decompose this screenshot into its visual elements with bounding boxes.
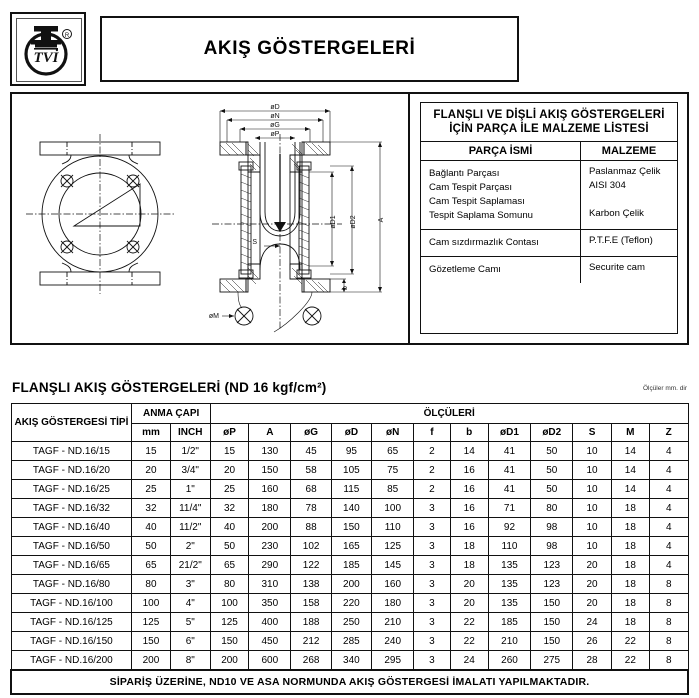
cell-øN: 110 xyxy=(372,518,414,537)
cell-f: 2 xyxy=(414,461,450,480)
cell-type: TAGF - ND.16/25 xyxy=(11,480,132,499)
cell-Z: 4 xyxy=(649,518,688,537)
cell-S: 10 xyxy=(573,442,611,461)
cell-S: 20 xyxy=(573,575,611,594)
cell-type: TAGF - ND.16/20 xyxy=(11,461,132,480)
tvi-logo-icon xyxy=(12,14,84,84)
col-header-A: A xyxy=(249,424,291,442)
cell-øD1: 260 xyxy=(488,651,530,671)
cell-A: 290 xyxy=(249,556,291,575)
cell-b: 18 xyxy=(450,537,488,556)
hatch-top-left xyxy=(220,143,260,170)
cell-M: 18 xyxy=(611,613,649,632)
cell-øG: 88 xyxy=(291,518,331,537)
cell-øG: 212 xyxy=(291,632,331,651)
cell-øG: 188 xyxy=(291,613,331,632)
col-header-b: b xyxy=(450,424,488,442)
cell-mm: 50 xyxy=(132,537,170,556)
right-dimension-lines xyxy=(264,142,382,292)
cell-øN: 65 xyxy=(372,442,414,461)
cell-b: 16 xyxy=(450,518,488,537)
cell-øD2: 98 xyxy=(531,537,573,556)
bolt-detail-bottom xyxy=(222,292,321,332)
cell-øD: 165 xyxy=(331,537,371,556)
cell-øD: 185 xyxy=(331,556,371,575)
cell-øD1: 92 xyxy=(488,518,530,537)
dim-label-oN: øN xyxy=(270,113,280,120)
cell-øD1: 135 xyxy=(488,575,530,594)
page-title: AKIŞ GÖSTERGELERİ xyxy=(203,38,416,59)
cell-øD1: 210 xyxy=(488,632,530,651)
cell-f: 3 xyxy=(414,575,450,594)
cell-Z: 8 xyxy=(649,613,688,632)
dim-label-oD: øD xyxy=(270,104,280,111)
cell-mm: 125 xyxy=(132,613,170,632)
col-header-oG: øG xyxy=(291,424,331,442)
cell-type: TAGF - ND.16/125 xyxy=(11,613,132,632)
cell-f: 3 xyxy=(414,651,450,671)
cell-INCH: 3/4" xyxy=(170,461,210,480)
cell-øD1: 185 xyxy=(488,613,530,632)
cell-øP: 15 xyxy=(210,442,248,461)
cell-Z: 8 xyxy=(649,575,688,594)
technical-drawing xyxy=(12,94,407,343)
table-row xyxy=(11,613,688,632)
cell-M: 18 xyxy=(611,594,649,613)
cell-øD: 340 xyxy=(331,651,371,671)
cell-type: TAGF - ND.16/100 xyxy=(11,594,132,613)
cell-øP: 20 xyxy=(210,461,248,480)
cell-øP: 125 xyxy=(210,613,248,632)
material-part-text: Cam Tespit Parçası xyxy=(429,182,512,193)
cell-øG: 102 xyxy=(291,537,331,556)
cell-øD1: 41 xyxy=(488,442,530,461)
cell-f: 3 xyxy=(414,499,450,518)
material-part-cell xyxy=(421,230,581,256)
spec-table-head xyxy=(11,404,688,442)
material-material-spacer xyxy=(589,193,677,207)
material-part-text: Bağlantı Parçası xyxy=(429,168,500,179)
cell-S: 10 xyxy=(573,537,611,556)
material-part-cell xyxy=(421,161,581,229)
company-logo xyxy=(10,12,86,86)
cell-øD: 285 xyxy=(331,632,371,651)
cell-øD1: 135 xyxy=(488,556,530,575)
cell-f: 3 xyxy=(414,537,450,556)
dim-label-oD1: øD1 xyxy=(330,215,337,229)
cell-A: 160 xyxy=(249,480,291,499)
cell-øD: 105 xyxy=(331,461,371,480)
panel-divider xyxy=(408,94,410,343)
material-part-text: Cam Tespit Saplaması xyxy=(429,196,525,207)
cell-b: 16 xyxy=(450,461,488,480)
table-row xyxy=(11,499,688,518)
cell-øN: 295 xyxy=(372,651,414,671)
cell-øP: 200 xyxy=(210,651,248,671)
cell-type: TAGF - ND.16/32 xyxy=(11,499,132,518)
cell-f: 3 xyxy=(414,613,450,632)
cell-øD2: 123 xyxy=(531,575,573,594)
material-material-text: AISI 304 xyxy=(589,180,626,191)
dim-label-S: S xyxy=(252,239,257,246)
cell-mm: 25 xyxy=(132,480,170,499)
material-list-title: FLANŞLI VE DİŞLİ AKIŞ GÖSTERGELERİ İÇİN PARÇA İLE MALZEME LİSTESİ xyxy=(421,103,677,142)
cell-øD: 200 xyxy=(331,575,371,594)
spec-table-title: FLANŞLI AKIŞ GÖSTERGELERİ (ND 16 kgf/cm²) xyxy=(12,380,327,395)
cell-mm: 150 xyxy=(132,632,170,651)
spec-table-group-header-row xyxy=(11,404,688,424)
cell-type: TAGF - ND.16/65 xyxy=(11,556,132,575)
cell-S: 10 xyxy=(573,499,611,518)
cell-mm: 65 xyxy=(132,556,170,575)
cell-f: 3 xyxy=(414,594,450,613)
cell-f: 3 xyxy=(414,518,450,537)
cell-S: 28 xyxy=(573,651,611,671)
cell-b: 24 xyxy=(450,651,488,671)
cell-M: 18 xyxy=(611,556,649,575)
material-row-group-1 xyxy=(421,161,677,230)
cell-øD2: 50 xyxy=(531,461,573,480)
cell-øD: 95 xyxy=(331,442,371,461)
cell-øN: 100 xyxy=(372,499,414,518)
cell-øD1: 110 xyxy=(488,537,530,556)
page-header xyxy=(0,0,699,88)
material-material-cell xyxy=(581,230,677,256)
cell-Z: 4 xyxy=(649,461,688,480)
cell-øG: 138 xyxy=(291,575,331,594)
cell-øG: 68 xyxy=(291,480,331,499)
cell-øP: 150 xyxy=(210,632,248,651)
col-header-nominal: ANMA ÇAPI xyxy=(132,404,211,424)
cell-M: 14 xyxy=(611,461,649,480)
cell-A: 350 xyxy=(249,594,291,613)
cell-b: 14 xyxy=(450,442,488,461)
material-material-text: Paslanmaz Çelik xyxy=(589,166,661,177)
dim-label-b: b xyxy=(342,286,349,290)
cell-Z: 8 xyxy=(649,594,688,613)
table-row xyxy=(11,575,688,594)
cell-S: 10 xyxy=(573,480,611,499)
col-header-oN: øN xyxy=(372,424,414,442)
cell-b: 18 xyxy=(450,556,488,575)
cell-øD: 220 xyxy=(331,594,371,613)
cell-A: 400 xyxy=(249,613,291,632)
cell-øG: 268 xyxy=(291,651,331,671)
col-header-oP: øP xyxy=(210,424,248,442)
cell-b: 16 xyxy=(450,480,488,499)
material-material-text: P.T.F.E (Teflon) xyxy=(589,235,653,246)
table-row xyxy=(11,442,688,461)
cell-øN: 180 xyxy=(372,594,414,613)
cell-S: 20 xyxy=(573,556,611,575)
table-row xyxy=(11,461,688,480)
cell-type: TAGF - ND.16/200 xyxy=(11,651,132,671)
svg-text:TVİ: TVİ xyxy=(33,50,59,66)
dim-label-oG: øG xyxy=(270,122,280,129)
cell-INCH: 11/2" xyxy=(170,518,210,537)
cell-INCH: 5" xyxy=(170,613,210,632)
cell-Z: 4 xyxy=(649,499,688,518)
cell-mm: 40 xyxy=(132,518,170,537)
cell-øD2: 275 xyxy=(531,651,573,671)
cell-mm: 80 xyxy=(132,575,170,594)
cell-b: 20 xyxy=(450,575,488,594)
material-material-text: Karbon Çelik xyxy=(589,208,644,219)
stud-left xyxy=(239,162,253,278)
table-row xyxy=(11,518,688,537)
cell-INCH: 3" xyxy=(170,575,210,594)
cell-øN: 145 xyxy=(372,556,414,575)
cell-type: TAGF - ND.16/15 xyxy=(11,442,132,461)
cell-f: 2 xyxy=(414,480,450,499)
cell-Z: 8 xyxy=(649,651,688,671)
col-header-type: AKIŞ GÖSTERGESİ TİPİ xyxy=(11,404,132,442)
col-header-Z: Z xyxy=(649,424,688,442)
cell-M: 14 xyxy=(611,480,649,499)
table-row xyxy=(11,537,688,556)
material-list-table xyxy=(420,102,678,334)
cell-Z: 4 xyxy=(649,537,688,556)
cell-f: 2 xyxy=(414,442,450,461)
cell-øP: 32 xyxy=(210,499,248,518)
cell-øP: 50 xyxy=(210,537,248,556)
cell-øG: 78 xyxy=(291,499,331,518)
cell-øD1: 135 xyxy=(488,594,530,613)
front-view xyxy=(26,134,174,294)
cell-S: 20 xyxy=(573,594,611,613)
material-material-cell xyxy=(581,257,677,283)
cell-S: 10 xyxy=(573,518,611,537)
cell-M: 14 xyxy=(611,442,649,461)
cell-b: 22 xyxy=(450,613,488,632)
cell-øG: 158 xyxy=(291,594,331,613)
cell-INCH: 2" xyxy=(170,537,210,556)
cell-M: 22 xyxy=(611,651,649,671)
cell-mm: 32 xyxy=(132,499,170,518)
col-header-dimensions: ÖLÇÜLERİ xyxy=(210,404,688,424)
cell-M: 18 xyxy=(611,518,649,537)
cell-mm: 100 xyxy=(132,594,170,613)
col-header-f: f xyxy=(414,424,450,442)
cell-type: TAGF - ND.16/40 xyxy=(11,518,132,537)
cell-INCH: 1/2" xyxy=(170,442,210,461)
cell-øD: 140 xyxy=(331,499,371,518)
dim-label-A: A xyxy=(378,217,385,223)
cell-INCH: 6" xyxy=(170,632,210,651)
material-row-group-3 xyxy=(421,257,677,283)
flow-indicator-drawing xyxy=(12,94,407,343)
col-header-oD: øD xyxy=(331,424,371,442)
dim-label-oP: øP xyxy=(270,131,280,138)
cell-øD2: 50 xyxy=(531,480,573,499)
cell-mm: 20 xyxy=(132,461,170,480)
cell-INCH: 8" xyxy=(170,651,210,671)
cell-type: TAGF - ND.16/150 xyxy=(11,632,132,651)
cell-A: 310 xyxy=(249,575,291,594)
material-material-text: Securite cam xyxy=(589,262,645,273)
cell-b: 20 xyxy=(450,594,488,613)
cell-øD2: 80 xyxy=(531,499,573,518)
cell-type: TAGF - ND.16/80 xyxy=(11,575,132,594)
cell-mm: 15 xyxy=(132,442,170,461)
dim-label-oD2: øD2 xyxy=(350,215,357,229)
cell-M: 22 xyxy=(611,632,649,651)
cell-INCH: 1" xyxy=(170,480,210,499)
cell-INCH: 11/4" xyxy=(170,499,210,518)
cell-øD: 250 xyxy=(331,613,371,632)
cell-mm: 200 xyxy=(132,651,170,671)
cell-A: 230 xyxy=(249,537,291,556)
col-header-M: M xyxy=(611,424,649,442)
cell-øP: 25 xyxy=(210,480,248,499)
cell-øD2: 98 xyxy=(531,518,573,537)
cell-M: 18 xyxy=(611,537,649,556)
cell-S: 24 xyxy=(573,613,611,632)
cell-b: 22 xyxy=(450,632,488,651)
cell-øD2: 150 xyxy=(531,594,573,613)
cell-Z: 4 xyxy=(649,556,688,575)
cell-A: 180 xyxy=(249,499,291,518)
page-title-box xyxy=(100,16,519,82)
material-part-text: Cam sızdırmazlık Contası xyxy=(429,237,539,248)
cell-øP: 40 xyxy=(210,518,248,537)
material-col-part: PARÇA İSMİ xyxy=(421,142,581,160)
material-part-cell xyxy=(421,257,581,283)
cell-øG: 122 xyxy=(291,556,331,575)
spec-table-foot xyxy=(11,670,688,694)
material-row-group-2 xyxy=(421,230,677,257)
cell-øN: 85 xyxy=(372,480,414,499)
spec-table-body xyxy=(11,442,688,671)
cell-øP: 65 xyxy=(210,556,248,575)
cell-øD2: 123 xyxy=(531,556,573,575)
cell-øG: 58 xyxy=(291,461,331,480)
cell-øN: 240 xyxy=(372,632,414,651)
cell-øG: 45 xyxy=(291,442,331,461)
table-row xyxy=(11,651,688,671)
cell-type: TAGF - ND.16/50 xyxy=(11,537,132,556)
material-material-cell xyxy=(581,161,677,229)
cell-Z: 4 xyxy=(649,442,688,461)
cell-øD1: 41 xyxy=(488,480,530,499)
cell-øD2: 150 xyxy=(531,613,573,632)
cell-øP: 100 xyxy=(210,594,248,613)
svg-text:R: R xyxy=(64,33,70,39)
cell-Z: 4 xyxy=(649,480,688,499)
table-row xyxy=(11,480,688,499)
table-row xyxy=(11,632,688,651)
cell-øP: 80 xyxy=(210,575,248,594)
cell-øN: 75 xyxy=(372,461,414,480)
cell-INCH: 4" xyxy=(170,594,210,613)
cell-øD2: 150 xyxy=(531,632,573,651)
col-header-mm: mm xyxy=(132,424,170,442)
col-header-oD1: øD1 xyxy=(488,424,530,442)
col-header-inch: INCH xyxy=(170,424,210,442)
cell-Z: 8 xyxy=(649,632,688,651)
cell-b: 16 xyxy=(450,499,488,518)
cell-M: 18 xyxy=(611,499,649,518)
col-header-oD2: øD2 xyxy=(531,424,573,442)
material-list-header xyxy=(421,142,677,161)
spec-table-unit-note: Ölçüler mm. dir xyxy=(642,385,687,392)
cell-A: 600 xyxy=(249,651,291,671)
cell-INCH: 21/2" xyxy=(170,556,210,575)
cell-øN: 210 xyxy=(372,613,414,632)
spec-table-footer-note: SİPARİŞ ÜZERİNE, ND10 VE ASA NORMUNDA AKIŞ GÖSTERGESİ İMALATI YAPILMAKTADIR. xyxy=(11,670,688,694)
col-header-S: S xyxy=(573,424,611,442)
cell-S: 26 xyxy=(573,632,611,651)
spec-table-footer-row xyxy=(11,670,688,694)
material-part-text: Gözetleme Camı xyxy=(429,264,501,275)
cell-øN: 125 xyxy=(372,537,414,556)
cell-A: 200 xyxy=(249,518,291,537)
cell-A: 130 xyxy=(249,442,291,461)
cell-A: 150 xyxy=(249,461,291,480)
cell-øD2: 50 xyxy=(531,442,573,461)
material-col-material: MALZEME xyxy=(601,145,657,157)
cell-øD: 150 xyxy=(331,518,371,537)
spec-table xyxy=(10,403,689,695)
cell-f: 3 xyxy=(414,632,450,651)
cell-M: 18 xyxy=(611,575,649,594)
cell-A: 450 xyxy=(249,632,291,651)
cell-øD1: 41 xyxy=(488,461,530,480)
cell-øN: 160 xyxy=(372,575,414,594)
cell-f: 3 xyxy=(414,556,450,575)
cell-øD: 115 xyxy=(331,480,371,499)
cell-S: 10 xyxy=(573,461,611,480)
dim-label-oM: øM xyxy=(208,313,219,320)
material-part-text: Tespit Saplama Somunu xyxy=(429,210,533,221)
cell-øD1: 71 xyxy=(488,499,530,518)
drawing-and-materials-panel xyxy=(10,92,689,345)
table-row xyxy=(11,556,688,575)
table-row xyxy=(11,594,688,613)
